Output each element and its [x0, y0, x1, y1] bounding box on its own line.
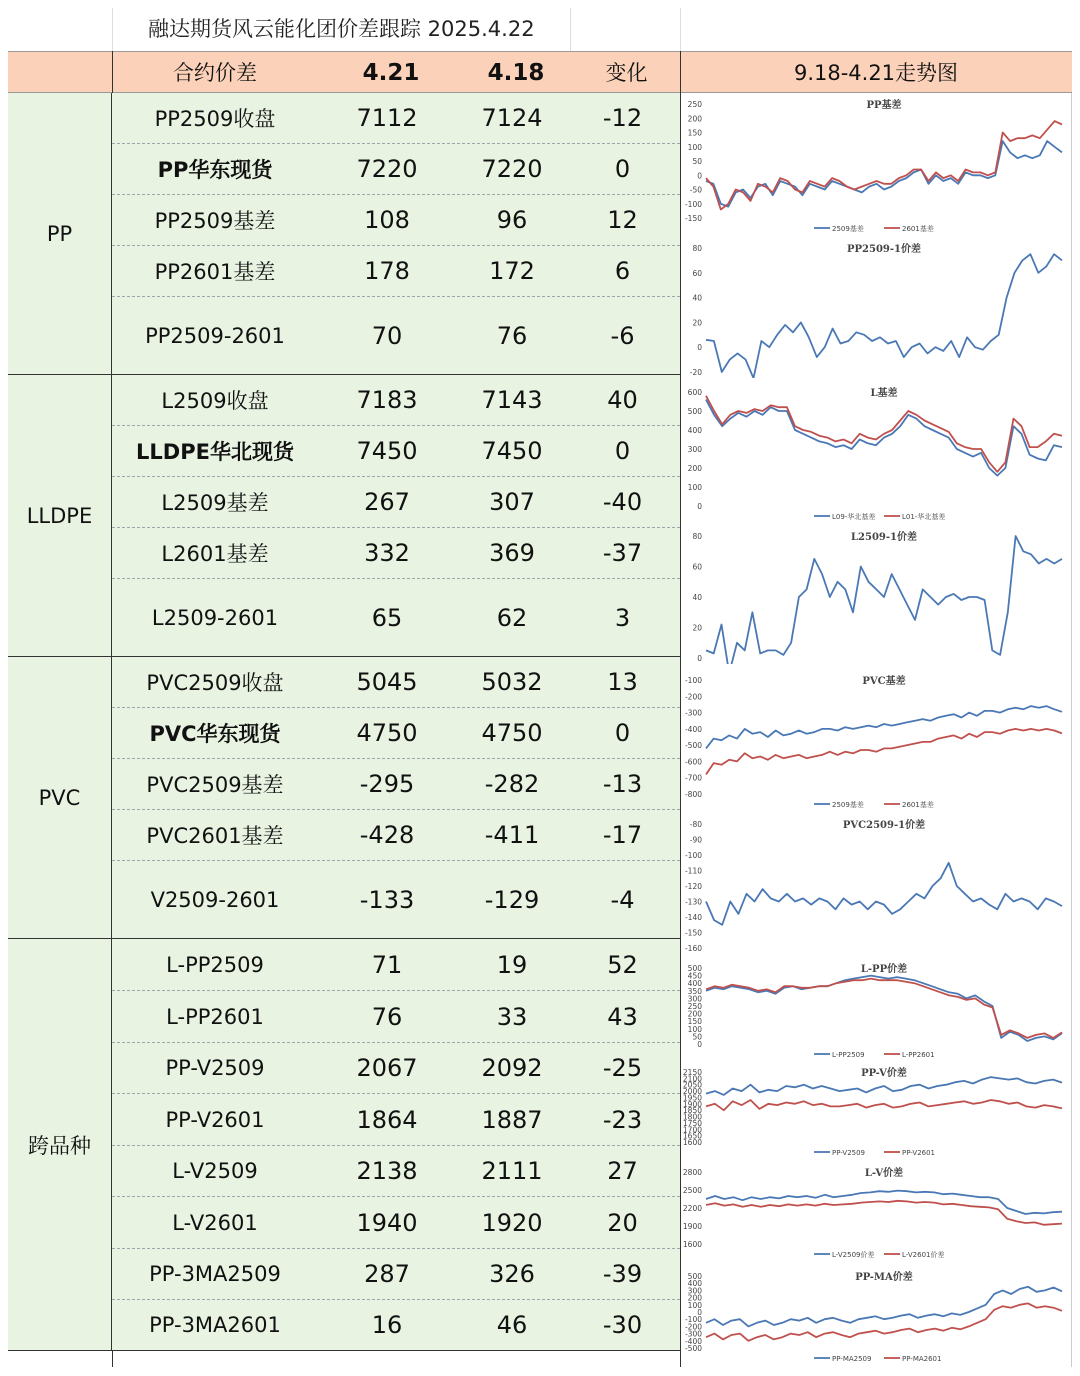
y-tick-label: 2150: [682, 1068, 702, 1077]
value-date2: 5032: [481, 668, 543, 696]
table-row: [112, 1197, 680, 1249]
table-row: [112, 1300, 680, 1351]
table-row: [112, 528, 680, 579]
header-trend: 9.18-4.21走势图: [793, 61, 959, 85]
table-row: [112, 297, 680, 375]
y-tick-label: 0: [697, 1040, 702, 1049]
legend-label: L09-华北基差: [832, 513, 876, 521]
y-tick-label: -200: [684, 1322, 702, 1332]
value-date2: 19: [496, 950, 528, 979]
row-name: PP2601基差: [154, 260, 276, 284]
chart-title: PP2509-1价差: [847, 244, 921, 255]
group-label: LLDPE: [8, 375, 112, 657]
y-tick-label: 60: [692, 268, 702, 278]
chart-svg: [680, 94, 1070, 236]
value-date2: 7220: [481, 155, 543, 183]
row-name: L2509收盘: [161, 389, 269, 413]
y-tick-label: -130: [684, 897, 702, 907]
value-date1: 5045: [356, 668, 418, 696]
value-change: -23: [602, 1105, 643, 1134]
table-row: [112, 1146, 680, 1197]
trend-chart: [680, 526, 1072, 664]
value-change: -6: [610, 321, 635, 350]
chart-svg: [680, 1162, 1070, 1262]
chart-title: L-V价差: [864, 1168, 904, 1179]
title-cell-blank: [570, 8, 681, 52]
value-date1: 1864: [356, 1105, 418, 1134]
table-row: [112, 657, 680, 708]
series-line: [706, 254, 1062, 378]
value-change: -17: [602, 821, 643, 849]
value-date1: 1940: [356, 1208, 418, 1237]
value-date1: -133: [359, 885, 415, 914]
y-tick-label: -500: [684, 741, 702, 751]
y-tick-label: 100: [687, 1300, 702, 1310]
value-date1: 71: [371, 950, 403, 979]
y-tick-label: 1600: [682, 1138, 702, 1147]
legend-label: PP-MA2509: [832, 1355, 872, 1363]
value-date1: 2067: [356, 1054, 418, 1082]
row-name: PP-3MA2601: [149, 1313, 281, 1337]
value-change: 43: [607, 1002, 638, 1031]
y-tick-label: 0: [697, 654, 702, 663]
y-tick-label: 0: [697, 171, 702, 181]
y-tick-label: 60: [692, 562, 702, 572]
y-tick-label: 1950: [682, 1093, 702, 1103]
table-row: [112, 991, 680, 1043]
table-row: [112, 93, 680, 144]
trend-chart: [680, 1162, 1072, 1262]
value-change: 0: [614, 155, 631, 183]
y-tick-label: 300: [687, 994, 702, 1004]
value-change: 12: [607, 206, 638, 234]
group-label: 跨品种: [8, 939, 112, 1351]
chart-title: PP-MA价差: [855, 1272, 913, 1283]
y-tick-label: 100: [687, 142, 702, 152]
y-tick-label: 0: [697, 343, 702, 353]
y-tick-label: 2100: [682, 1074, 702, 1084]
value-date2: 2092: [481, 1054, 543, 1082]
legend-label: 2601基差: [902, 225, 934, 233]
table-row: [112, 1249, 680, 1300]
value-date1: 76: [371, 1002, 403, 1031]
y-tick-label: -400: [684, 724, 702, 734]
y-tick-label: 250: [687, 1002, 702, 1011]
legend-label: L-PP2601: [902, 1051, 935, 1059]
y-tick-label: 500: [687, 964, 702, 973]
y-tick-label: 400: [687, 1279, 702, 1289]
y-tick-label: -300: [684, 708, 702, 718]
chart-svg: [680, 382, 1070, 524]
table-row: [112, 144, 680, 195]
y-tick-label: -20: [689, 368, 702, 377]
header-date1: 4.21: [362, 60, 420, 86]
table-row: [112, 1043, 680, 1094]
title-bar: [8, 8, 1072, 51]
y-tick-label: 40: [692, 593, 702, 602]
value-date1: 7112: [356, 104, 418, 132]
y-tick-label: 600: [687, 388, 702, 397]
value-change: 40: [607, 386, 638, 414]
row-name: L2509基差: [161, 491, 269, 515]
series-line: [706, 536, 1062, 664]
value-change: 0: [614, 719, 631, 747]
value-change: -39: [602, 1260, 643, 1288]
y-tick-label: 300: [687, 445, 702, 454]
y-tick-label: -110: [684, 866, 702, 876]
value-date1: 2138: [356, 1157, 418, 1185]
chart-svg: [680, 1062, 1070, 1160]
value-date1: -295: [359, 770, 415, 798]
y-tick-label: 150: [687, 1017, 702, 1027]
value-change: -37: [602, 539, 643, 567]
chart-title: PVC2509-1价差: [842, 820, 926, 831]
value-date1: 65: [371, 603, 403, 632]
table-row: [112, 375, 680, 426]
y-tick-label: 100: [687, 1024, 702, 1034]
legend-label: L01-华北基差: [902, 513, 946, 521]
value-date1: 16: [371, 1311, 403, 1339]
series-line: [706, 1077, 1062, 1095]
table-row: [112, 246, 680, 297]
series-line: [706, 1201, 1062, 1225]
value-change: 0: [614, 437, 631, 465]
y-tick-label: 40: [692, 293, 702, 303]
y-tick-label: 500: [687, 1272, 702, 1281]
page-title: 融达期货风云能化团价差跟踪 2025.4.22: [148, 17, 535, 41]
chart-svg: [680, 526, 1070, 664]
row-name: LLDPE华北现货: [136, 440, 294, 464]
value-date1: 7450: [356, 437, 418, 465]
row-name: PVC华东现货: [149, 722, 281, 746]
y-tick-label: 1850: [682, 1106, 702, 1116]
value-date1: 108: [364, 206, 410, 234]
chart-title: L2509-1价差: [851, 532, 917, 543]
legend-label: L-V2601价差: [902, 1251, 945, 1259]
table-row: [112, 426, 680, 477]
y-tick-label: 1650: [682, 1131, 702, 1141]
y-tick-label: -80: [689, 820, 702, 829]
legend-label: 2601基差: [902, 801, 934, 809]
y-tick-label: 100: [687, 483, 702, 492]
row-name: PP-V2601: [165, 1107, 265, 1132]
chart-title: L-PP价差: [860, 964, 908, 975]
value-date2: 1887: [481, 1105, 543, 1134]
chart-svg: [680, 238, 1070, 378]
series-line: [706, 729, 1062, 775]
trend-chart: [680, 1266, 1072, 1366]
y-tick-label: 20: [692, 623, 702, 633]
y-tick-label: -90: [689, 835, 702, 845]
y-tick-label: -500: [684, 1344, 702, 1353]
row-name: PP2509-2601: [145, 323, 285, 348]
trend-chart: [680, 382, 1072, 524]
y-tick-label: 200: [687, 1293, 702, 1303]
value-date1: 7220: [356, 155, 418, 183]
value-change: -4: [610, 885, 635, 914]
y-tick-label: -200: [684, 692, 702, 702]
series-line: [706, 1100, 1062, 1110]
legend-label: L-PP2509: [832, 1051, 865, 1059]
value-date2: 7450: [481, 437, 543, 465]
table-row: [112, 195, 680, 246]
y-tick-label: 1600: [682, 1240, 702, 1249]
y-tick-label: -100: [684, 1315, 702, 1325]
y-tick-label: 150: [687, 128, 702, 138]
value-date2: 369: [489, 539, 535, 567]
y-tick-label: -800: [684, 790, 702, 799]
y-tick-label: -150: [684, 928, 702, 938]
value-date1: 332: [364, 539, 410, 567]
row-name: PP-V2509: [165, 1056, 265, 1080]
legend-label: 2509基差: [832, 225, 864, 233]
value-date2: -282: [484, 770, 540, 798]
row-name: PVC2509基差: [146, 773, 284, 797]
chart-svg: [680, 1266, 1070, 1366]
value-date1: 4750: [356, 719, 418, 747]
y-tick-label: 200: [687, 1009, 702, 1019]
y-tick-label: 2500: [682, 1186, 702, 1195]
row-name: PVC2509收盘: [146, 671, 284, 695]
trend-chart: [680, 670, 1072, 812]
legend-label: 2509基差: [832, 801, 864, 809]
y-tick-label: 1900: [682, 1222, 702, 1231]
value-date2: 2111: [481, 1157, 543, 1185]
value-change: -25: [602, 1054, 643, 1082]
value-date2: 4750: [481, 719, 543, 747]
y-tick-label: 2200: [682, 1204, 702, 1213]
value-date2: 307: [489, 488, 535, 516]
group-label: PP: [8, 93, 112, 375]
y-tick-label: 1750: [682, 1118, 702, 1128]
y-tick-label: 200: [687, 464, 702, 473]
y-tick-label: 200: [687, 114, 702, 124]
y-tick-label: 2000: [682, 1087, 702, 1097]
value-change: -40: [602, 488, 643, 516]
y-tick-label: 300: [687, 1286, 702, 1296]
row-name: PVC2601基差: [146, 824, 284, 848]
value-date2: 7124: [481, 104, 543, 132]
value-date2: 96: [496, 206, 528, 234]
table-row: [112, 708, 680, 759]
series-line: [706, 141, 1062, 207]
table-row: [112, 810, 680, 861]
value-date2: -411: [484, 821, 540, 849]
y-tick-label: 2050: [682, 1080, 702, 1090]
value-change: -30: [602, 1311, 643, 1339]
value-date2: 62: [496, 603, 528, 632]
value-date1: 178: [364, 257, 410, 285]
series-line: [706, 706, 1062, 748]
value-date1: 287: [364, 1260, 410, 1288]
row-name: PP2509基差: [154, 209, 276, 233]
value-change: 6: [614, 257, 631, 285]
series-line: [706, 979, 1062, 1038]
y-tick-label: 80: [692, 244, 702, 253]
trend-chart: [680, 1062, 1072, 1160]
y-tick-label: -50: [689, 185, 702, 195]
value-date2: 76: [496, 321, 528, 350]
y-tick-label: -120: [684, 882, 702, 891]
value-change: 27: [607, 1157, 638, 1185]
row-name: L2601基差: [161, 542, 269, 566]
legend-label: L-V2509价差: [832, 1251, 875, 1259]
group-label: PVC: [8, 657, 112, 939]
y-tick-label: 450: [687, 971, 702, 981]
y-tick-label: -150: [684, 214, 702, 223]
y-tick-label: 1800: [682, 1112, 702, 1122]
y-tick-label: 50: [692, 1032, 702, 1042]
value-date2: 326: [489, 1260, 535, 1288]
table-row: [112, 861, 680, 939]
legend-label: PP-MA2601: [902, 1355, 942, 1363]
table-row: [112, 477, 680, 528]
y-tick-label: -300: [684, 1329, 702, 1339]
y-tick-label: -160: [684, 944, 702, 953]
row-name: PP华东现货: [157, 158, 273, 182]
value-date2: 46: [496, 1311, 528, 1339]
chart-title: PVC基差: [862, 676, 906, 687]
header-date2: 4.18: [487, 60, 545, 86]
value-change: 52: [607, 950, 638, 979]
chart-svg: [680, 814, 1070, 954]
y-tick-label: 1700: [682, 1125, 702, 1135]
header-contract: 合约价差: [173, 61, 257, 85]
value-change: -12: [602, 104, 643, 132]
y-tick-label: 400: [687, 979, 702, 989]
chart-title: PP基差: [866, 100, 902, 111]
value-date2: 1920: [481, 1208, 543, 1237]
row-name: V2509-2601: [150, 887, 280, 912]
y-tick-label: -600: [684, 757, 702, 767]
y-tick-label: -140: [684, 913, 702, 922]
y-tick-label: -100: [684, 851, 702, 860]
row-name: L-V2509: [172, 1159, 258, 1183]
value-date1: -428: [359, 821, 415, 849]
chart-svg: [680, 670, 1070, 812]
series-line: [706, 396, 1062, 472]
row-name: L2509-2601: [151, 605, 279, 630]
table-row: [112, 1094, 680, 1146]
value-change: 13: [607, 668, 638, 696]
y-tick-label: 250: [687, 100, 702, 109]
y-tick-label: 500: [687, 407, 702, 416]
y-tick-label: 2800: [682, 1168, 702, 1177]
y-tick-label: 400: [687, 426, 702, 435]
value-change: 3: [614, 603, 631, 632]
value-date2: 7143: [481, 386, 543, 414]
value-date1: 7183: [356, 386, 418, 414]
legend-label: PP-V2601: [902, 1149, 936, 1157]
trend-chart: [680, 94, 1072, 236]
y-tick-label: 0: [697, 1308, 702, 1317]
chart-title: PP-V价差: [861, 1068, 907, 1079]
series-line: [706, 863, 1062, 925]
y-tick-label: 0: [697, 502, 702, 511]
row-name: L-PP2601: [166, 1004, 264, 1029]
value-date1: 267: [364, 488, 410, 516]
row-name: L-PP2509: [166, 952, 264, 977]
table-header: [8, 51, 1072, 93]
value-date2: -129: [484, 885, 540, 914]
y-tick-label: 1900: [682, 1099, 702, 1109]
chart-title: L基差: [870, 388, 898, 399]
value-date2: 33: [496, 1002, 528, 1031]
value-date2: 172: [489, 257, 535, 285]
table-row: [112, 759, 680, 810]
row-name: PP2509收盘: [154, 107, 276, 131]
y-tick-label: -100: [684, 199, 702, 209]
header-change: 变化: [605, 61, 648, 85]
series-line: [706, 121, 1062, 209]
table-row: [112, 939, 680, 991]
trend-chart: [680, 238, 1072, 378]
y-tick-label: -700: [684, 773, 702, 783]
value-change: -13: [602, 770, 643, 798]
y-tick-label: -100: [684, 676, 702, 685]
legend-label: PP-V2509: [832, 1149, 866, 1157]
value-change: 20: [607, 1208, 638, 1237]
row-name: L-V2601: [172, 1210, 258, 1235]
y-tick-label: 20: [692, 318, 702, 328]
trend-chart: [680, 814, 1072, 954]
row-name: PP-3MA2509: [149, 1262, 281, 1286]
chart-svg: [680, 958, 1070, 1062]
trend-chart: [680, 958, 1072, 1062]
y-tick-label: 350: [687, 986, 702, 996]
value-date1: 70: [371, 321, 403, 350]
y-tick-label: 80: [692, 532, 702, 541]
title-cell-blank: [8, 8, 113, 52]
y-tick-label: 50: [692, 157, 702, 166]
table-row: [112, 579, 680, 657]
y-tick-label: -400: [684, 1336, 702, 1346]
